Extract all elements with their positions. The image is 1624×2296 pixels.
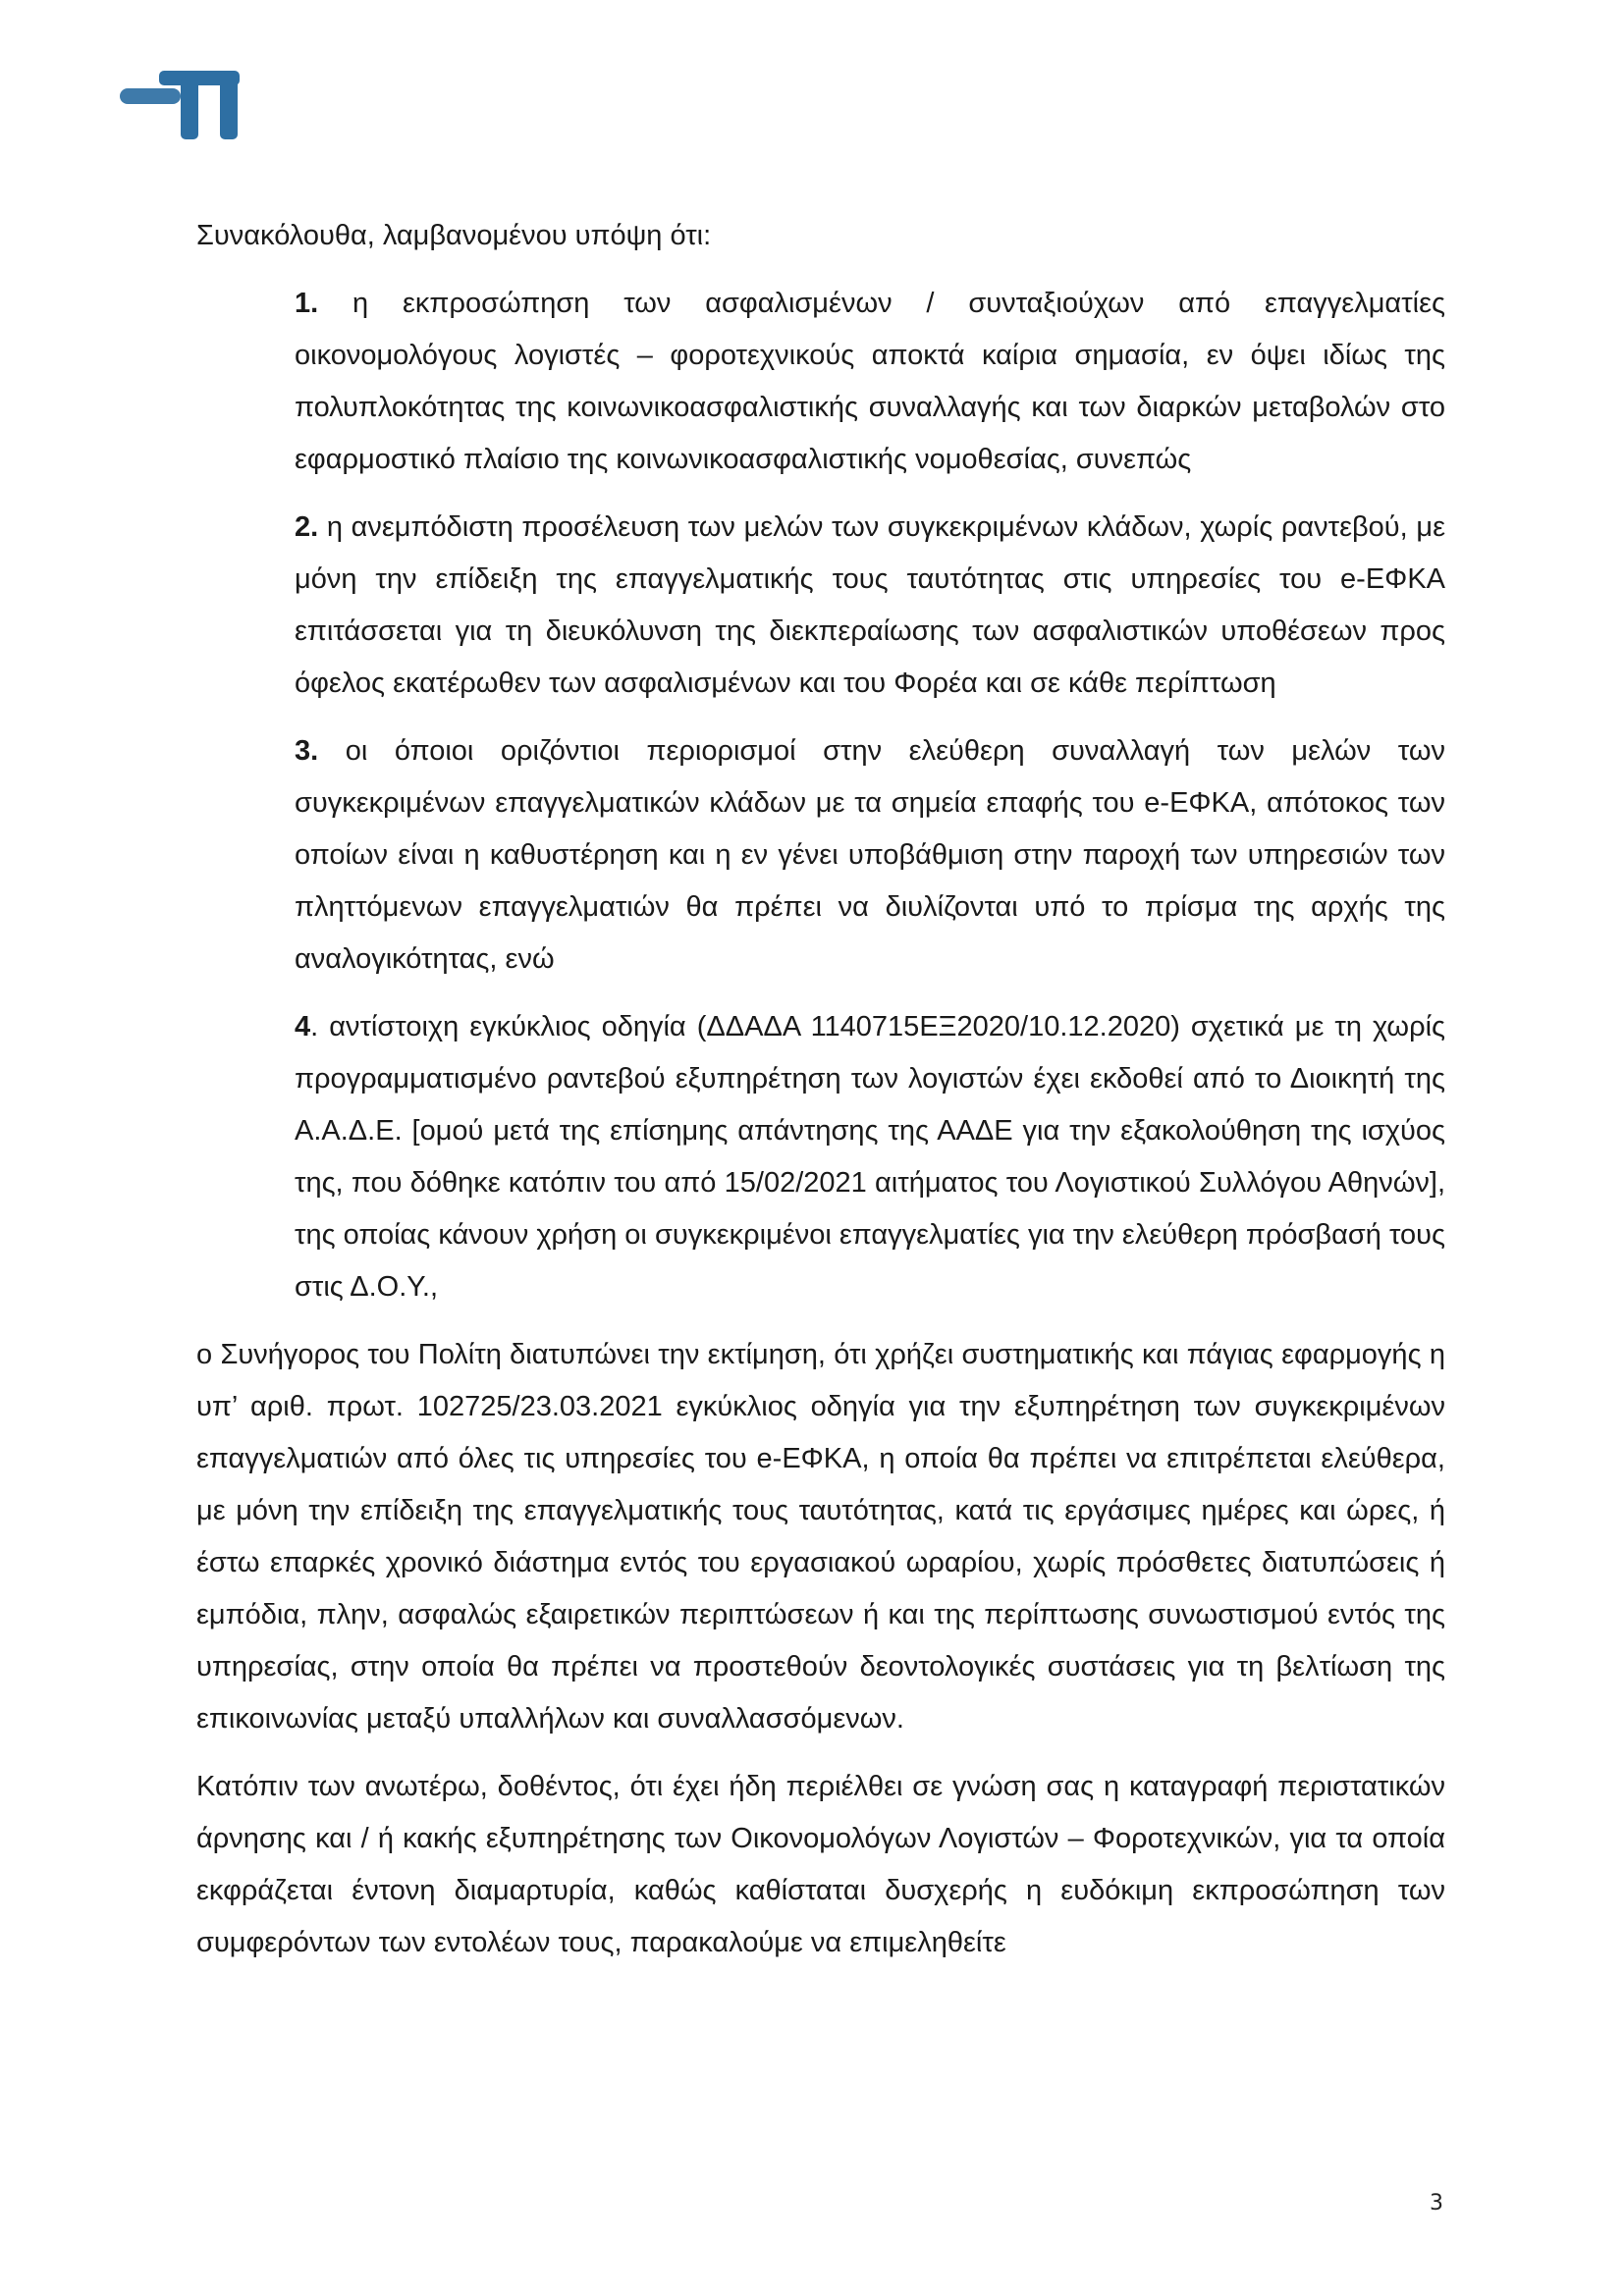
item-text: η ανεμπόδιστη προσέλευση των μελών των συγκεκριμένων κλάδων, χωρίς ραντεβού, με μόνη την επίδειξη της επαγγελματικής τους ταυτότητας στις υπηρεσίες του e-ΕΦΚΑ επιτάσσεται για τη διευκόλυνση της διεκπεραίωσης των ασφαλιστικών υποθέσεων προς όφελος εκατέρωθεν των ασφαλισμένων και του Φορέα και σε κάθε περίπτωση	[295, 511, 1445, 699]
body-paragraph: Κατόπιν των ανωτέρω, δοθέντος, ότι έχει ήδη περιέλθει σε γνώση σας η καταγραφή περιστατικών άρνησης και / ή κακής εξυπηρέτησης των Οικονομολόγων Λογιστών – Φοροτεχνικών, για τα οποία εκφράζεται έντονη διαμαρτυρία, καθώς καθίσταται δυσχερής η ευδόκιμη εκπροσώπηση των συμφερόντων των εντολέων τους, παρακαλούμε να επιμεληθείτε	[196, 1771, 1445, 1958]
numbered-list	[196, 278, 1445, 1313]
body-paragraph: ο Συνήγορος του Πολίτη διατυπώνει την εκτίμηση, ότι χρήζει συστηματικής και πάγιας εφαρμογής η υπ’ αριθ. πρωτ. 102725/23.03.2021 εγκύκλιος οδηγία για την εξυπηρέτηση των συγκεκριμένων επαγγελματιών από όλες τις υπηρεσίες του e-ΕΦΚΑ, η οποία θα πρέπει να επιτρέπεται ελεύθερα, με μόνη την επίδειξη της επαγγελματικής τους ταυτότητας, κατά τις εργάσιμες ημέρες και ώρες, ή έστω επαρκές χρονικό διάστημα εντός του εργασιακού ωραρίου, χωρίς πρόσθετες διατυπώσεις ή εμπόδια, πλην, ασφαλώς εξαιρετικών περιπτώσεων ή και της περίπτωσης συνωστισμού εντός της υπηρεσίας, στην οποία θα πρέπει να προστεθούν δεοντολογικές συστάσεις για τη βελτίωση της επικοινωνίας μεταξύ υπαλλήλων και συναλλασσόμενων.	[196, 1339, 1445, 1735]
list-item	[295, 725, 1445, 986]
page-number: 3	[1430, 2191, 1443, 2216]
item-number: 1.	[295, 288, 319, 319]
organization-logo-icon	[116, 63, 244, 145]
list-item	[295, 278, 1445, 486]
list-item	[295, 502, 1445, 710]
item-text: . αντίστοιχη εγκύκλιος οδηγία (ΔΔΑΔΑ 1140715ΕΞ2020/10.12.2020) σχετικά με τη χωρίς προγραμματισμένο ραντεβού εξυπηρέτηση των λογιστών έχει εκδοθεί από το Διοικητή της Α.Α.Δ.Ε. [ομού μετά της επίσημης απάντησης της ΑΑΔΕ για την εξακολούθηση της ισχύος της, που δόθηκε κατόπιν του από 15/02/2021 αιτήματος του Λογιστικού Συλλόγου Αθηνών], της οποίας κάνουν χρήση οι συγκεκριμένοι επαγγελματίες για την ελεύθερη πρόσβασή τους στις Δ.Ο.Υ.,	[295, 1011, 1445, 1303]
item-number: 3.	[295, 735, 319, 767]
item-number: 4	[295, 1011, 311, 1042]
document-body	[196, 210, 1445, 1985]
list-item	[295, 1001, 1445, 1313]
item-text: η εκπροσώπηση των ασφαλισμένων / συνταξιούχων από επαγγελματίες οικονομολόγους λογιστές – φοροτεχνικούς αποκτά καίρια σημασία, εν όψει ιδίως της πολυπλοκότητας της κοινωνικοασφαλιστικής συναλλαγής και των διαρκών μεταβολών στο εφαρμοστικό πλαίσιο της κοινωνικοασφαλιστικής νομοθεσίας, συνεπώς	[295, 288, 1445, 475]
intro-text: Συνακόλουθα, λαμβανομένου υπόψη ότι:	[196, 220, 712, 251]
item-text: οι όποιοι οριζόντιοι περιορισμοί στην ελεύθερη συναλλαγή των μελών των συγκεκριμένων επαγγελματικών κλάδων με τα σημεία επαφής του e-ΕΦΚΑ, απότοκος των οποίων είναι η καθυστέρηση και η εν γένει υποβάθμιση στην παροχή των υπηρεσιών των πληττόμενων επαγγελματιών θα πρέπει να διυλίζονται υπό το πρίσμα της αρχής της αναλογικότητας, ενώ	[295, 735, 1445, 975]
item-number: 2.	[295, 511, 319, 543]
